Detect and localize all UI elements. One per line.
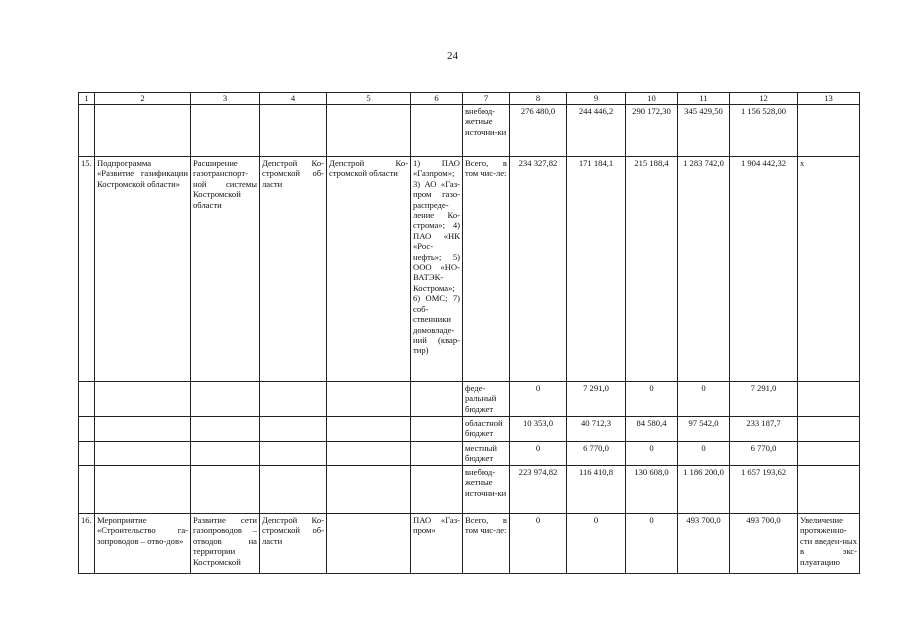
amount-2022: 97 542,0	[678, 417, 730, 442]
participants: 1) ПАО «Газпром»; 3) АО «Газ-пром газо-распреде-ление Ко-строма»; 4) ПАО «НК «Рос-нефть»; 5) ООО «НО-ВАТЭК-Кострома»; 6) ОМС; 7) соб-ственники домовладе-ний (квар-тир)	[411, 157, 463, 382]
amount-total: 1 657 193,62	[730, 466, 798, 514]
amount-2021: 130 608,0	[626, 466, 678, 514]
co-executor	[327, 514, 411, 574]
table-row	[79, 105, 860, 157]
participants: ПАО «Газ-пром»	[411, 514, 463, 574]
amount-2019: 10 353,0	[510, 417, 567, 442]
table-row	[79, 442, 860, 466]
amount-2021: 0	[626, 514, 678, 574]
col-number: 7	[463, 93, 510, 105]
col-number: 3	[191, 93, 260, 105]
funding-source: Всего, в том чис-ле:	[463, 514, 510, 574]
amount-2022: 1 283 742,0	[678, 157, 730, 382]
table-row	[79, 417, 860, 442]
amount-2022: 493 700,0	[678, 514, 730, 574]
amount-total: 233 187,7	[730, 417, 798, 442]
amount-2020: 7 291,0	[567, 382, 626, 417]
program-goal: Развитие сети газопроводов – отводов на территории Костромской	[191, 514, 260, 574]
row-number: 15.	[79, 157, 95, 382]
funding-source: внебюд-жетные источни-ки	[463, 105, 510, 157]
amount-2019: 223 974,82	[510, 466, 567, 514]
funding-source: феде-ральный бюджет	[463, 382, 510, 417]
amount-total: 1 904 442,32	[730, 157, 798, 382]
program-name: Мероприятие «Строительство га-зопроводов – отво-дов»	[95, 514, 191, 574]
col-number: 8	[510, 93, 567, 105]
amount-total: 1 156 528,00	[730, 105, 798, 157]
responsible-executor: Депстрой Ко-стромской об-ласти	[260, 514, 327, 574]
col-number: 6	[411, 93, 463, 105]
amount-2022: 0	[678, 382, 730, 417]
col-number: 4	[260, 93, 327, 105]
amount-2019: 0	[510, 514, 567, 574]
col-number: 2	[95, 93, 191, 105]
amount-2020: 116 410,8	[567, 466, 626, 514]
page-number: 24	[447, 50, 458, 62]
col-number: 1	[79, 93, 95, 105]
table-row	[79, 382, 860, 417]
row-number: 16.	[79, 514, 95, 574]
amount-2020: 40 712,3	[567, 417, 626, 442]
amount-2019: 276 480,0	[510, 105, 567, 157]
funding-source: Всего, в том чис-ле:	[463, 157, 510, 382]
amount-2019: 234 327,82	[510, 157, 567, 382]
program-goal: Расширение газотранспорт-ной системы Костромской области	[191, 157, 260, 382]
responsible-executor: Депстрой Ко-стромской об-ласти	[260, 157, 327, 382]
expected-result: Увеличение протяженно-сти введен-ных в экс-плуатацию	[798, 514, 860, 574]
amount-total: 493 700,0	[730, 514, 798, 574]
amount-2022: 345 429,50	[678, 105, 730, 157]
budget-table	[78, 92, 860, 574]
funding-source: местный бюджет	[463, 442, 510, 466]
funding-source: внебюд-жетные источни-ки	[463, 466, 510, 514]
table-row	[79, 157, 860, 382]
amount-2021: 0	[626, 382, 678, 417]
col-number: 11	[678, 93, 730, 105]
table-row	[79, 514, 860, 574]
expected-result: х	[798, 157, 860, 382]
amount-2021: 84 580,4	[626, 417, 678, 442]
amount-2021: 290 172,30	[626, 105, 678, 157]
amount-2020: 171 184,1	[567, 157, 626, 382]
amount-2020: 6 770,0	[567, 442, 626, 466]
co-executor: Депстрой Ко-стромской области	[327, 157, 411, 382]
col-number: 9	[567, 93, 626, 105]
col-number: 10	[626, 93, 678, 105]
amount-2021: 215 188,4	[626, 157, 678, 382]
col-number: 5	[327, 93, 411, 105]
table-row	[79, 466, 860, 514]
amount-2020: 244 446,2	[567, 105, 626, 157]
col-number: 12	[730, 93, 798, 105]
amount-2019: 0	[510, 382, 567, 417]
amount-total: 7 291,0	[730, 382, 798, 417]
amount-2022: 0	[678, 442, 730, 466]
column-numbers-row	[79, 93, 860, 105]
program-name: Подпрограмма «Развитие газификации Костромской области»	[95, 157, 191, 382]
funding-source: областной бюджет	[463, 417, 510, 442]
amount-2020: 0	[567, 514, 626, 574]
amount-2021: 0	[626, 442, 678, 466]
amount-2019: 0	[510, 442, 567, 466]
amount-total: 6 770,0	[730, 442, 798, 466]
col-number: 13	[798, 93, 860, 105]
amount-2022: 1 186 200,0	[678, 466, 730, 514]
